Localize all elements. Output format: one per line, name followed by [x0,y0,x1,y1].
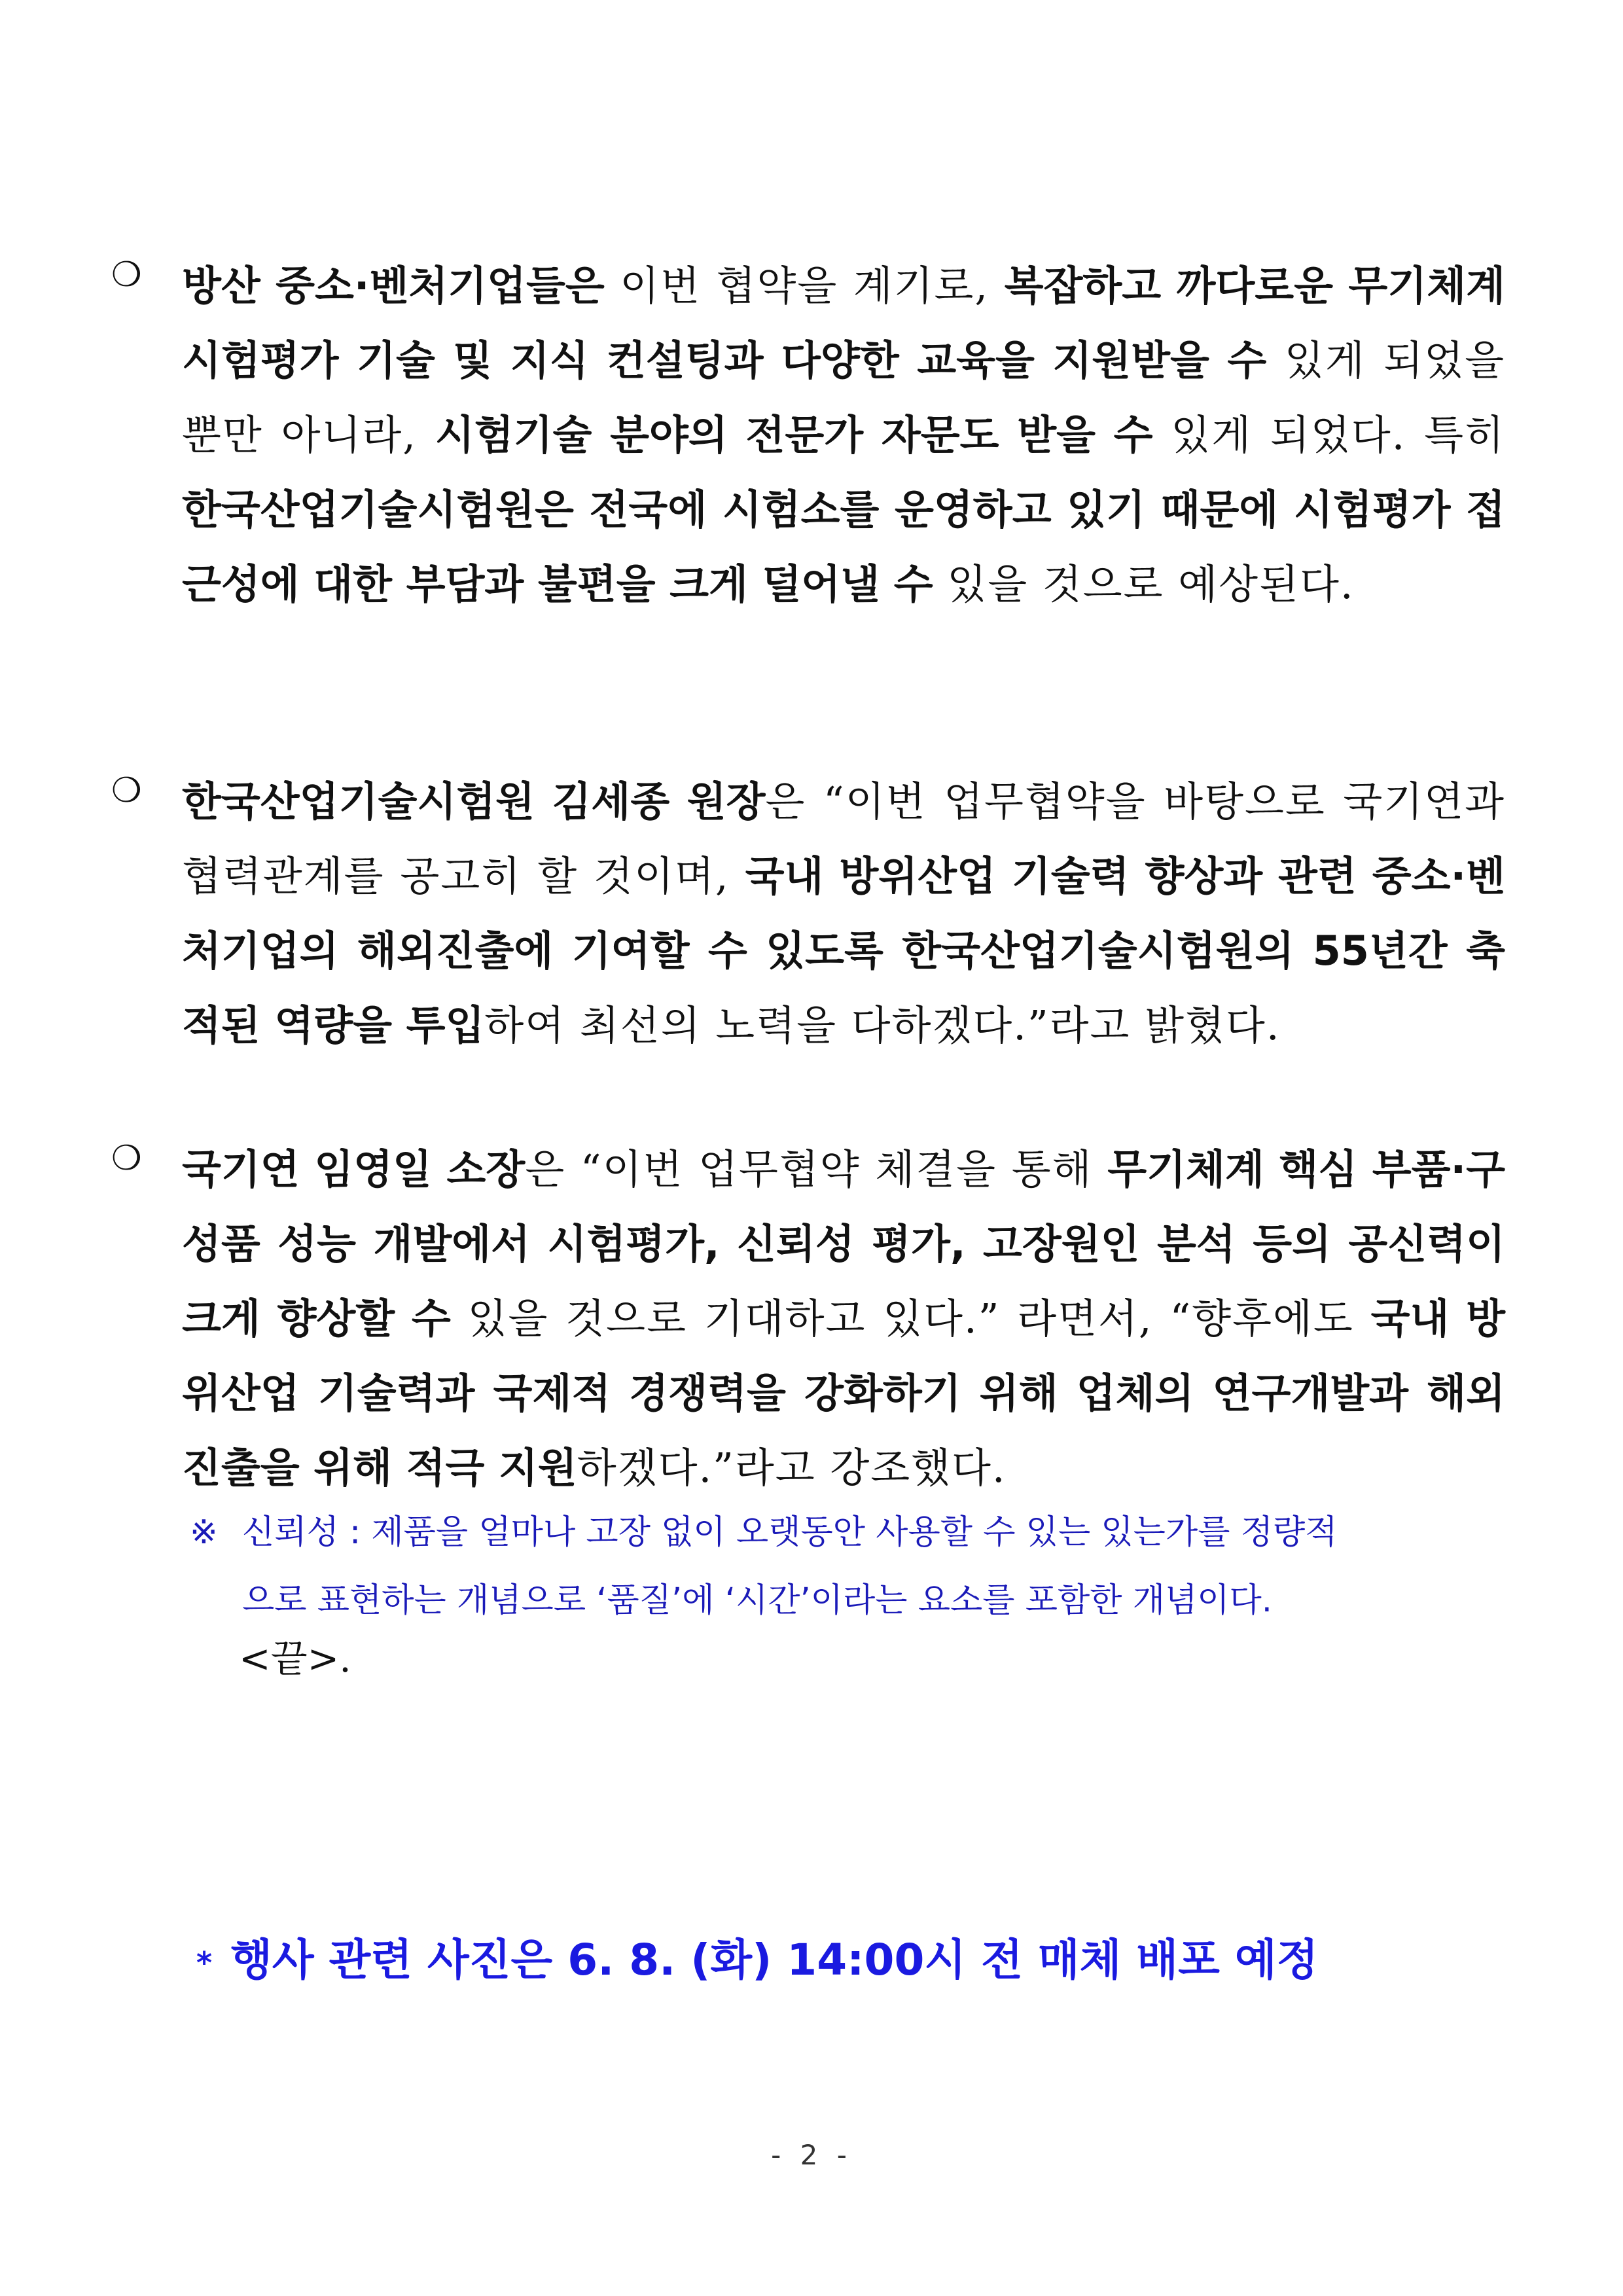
segment: 한국산업기술시험원 김세종 원장 [182,778,766,825]
paragraph-3 [111,1132,1518,1505]
segment: 시험기술 분야의 전문가 자문도 받을 수 [435,411,1153,459]
segment: 이번 협약을 계기로, [604,262,1005,310]
segment: 국기연 임영일 소장 [182,1145,526,1193]
bullet-circle-icon: ❍ [111,1139,142,1178]
segment: 있을 것으로 기대하고 있다.” 라면서, “향후에도 [450,1295,1371,1342]
segment: 있게 되었다. 특히 [1152,411,1505,459]
segment: 국내 방위산업 기술력 향상과 관련 중소·벤처기업의 해외진출에 기여할 수 있도록 한국산업기술시험원의 55년간 축적된 역량을 투입 [182,852,1505,1049]
paragraph-2-body [182,764,1505,1063]
segment: 국내 방위산업 기술력과 국제적 경쟁력을 강화하기 위해 업체의 연구개발과 해외진출을 위해 적극 지원 [182,1295,1506,1492]
segment: 하겠다.”라고 강조했다. [577,1444,1007,1492]
segment: 복잡하고 까다로운 무기체계 시험평가 기술 및 지식 컨설팅과 다양한 교육을 지원받을 수 [182,262,1505,384]
segment: 하여 최선의 노력을 다하겠다.”라고 밝혔다. [484,1001,1281,1049]
page-number: - 2 - [771,2139,852,2171]
paragraph-1 [111,249,1518,622]
footnote-text-1: 신뢰성 : 제품을 얼마나 고장 없이 오랫동안 사용할 수 있는 있는가를 정량적 [242,1513,1338,1552]
segment: 은 “이번 업무협약 체결을 통해 [525,1145,1108,1193]
segment: 은 “이번 업무협약을 바탕으로 국기연과 협력관계를 공고히 할 것이며, [182,778,1505,900]
reference-mark-icon: ※ [190,1513,218,1552]
footnote [190,1499,1518,1635]
segment: 무기체계 핵심 부품·구성품 성능 개발에서 시험평가, 신뢰성 평가, 고장원인 분석 등의 공신력이 크게 향상할 수 [182,1145,1505,1342]
segment: 방산 중소·벤처기업들은 [182,262,605,310]
end-mark: <끝>. [239,1636,351,1681]
footnote-line-2: 으로 표현하는 개념으로 ‘품질’에 ‘시간’이라는 요소를 포함한 개념이다. [242,1581,1272,1620]
photo-notice-text: 행사 관련 사진은 6. 8. (화) 14:00시 전 매체 배포 예정 [230,1935,1319,1985]
segment: 있을 것으로 예상된다. [933,560,1355,608]
photo-notice [196,1931,1318,1992]
footnote-line-1 [190,1499,1518,1567]
paragraph-3-body [182,1132,1505,1505]
segment: 한국산업기술시험원은 전국에 시험소를 운영하고 있기 때문에 시험평가 접근성에 대한 부담과 불편을 크게 덜어낼 수 [182,486,1505,608]
bullet-circle-icon: ❍ [111,771,142,810]
paragraph-1-body [182,249,1505,622]
paragraph-2 [111,764,1518,1063]
bullet-circle-icon: ❍ [111,255,142,295]
asterisk-icon: * [196,1945,213,1981]
segment: 있게 되었을 뿐만 아니라, [182,336,1505,459]
